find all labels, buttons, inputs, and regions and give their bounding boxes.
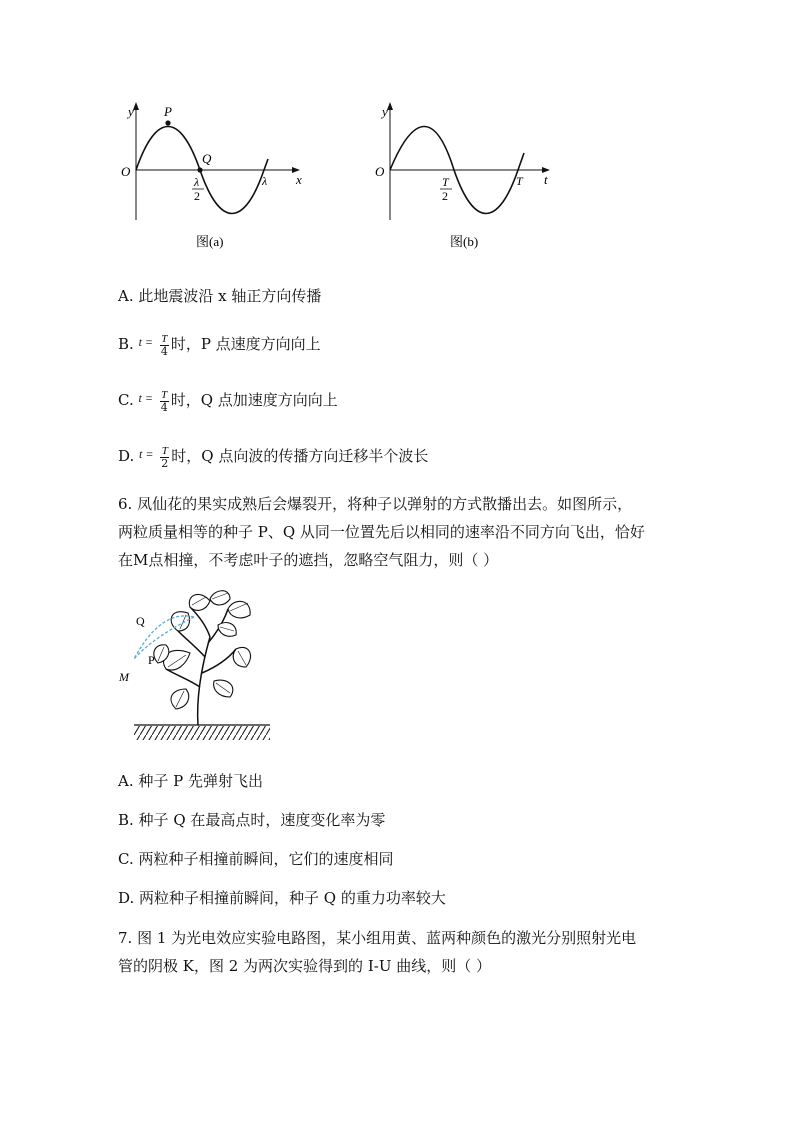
figure-a-caption: 图(a) (196, 234, 224, 249)
q5-option-a: A. 此地震波沿 x 轴正方向传播 (118, 287, 322, 305)
point-q-label: Q (202, 151, 212, 166)
wave-figure-a (108, 96, 308, 258)
q6-option-d: D. 两粒种子相撞前瞬间，种子 Q 的重力功率较大 (118, 889, 446, 907)
q6-option-b: B. 种子 Q 在最高点时，速度变化率为零 (118, 811, 386, 829)
ground-hatch (134, 726, 270, 740)
q6-stem-line1: 6. 凤仙花的果实成熟后会爆裂开，将种子以弹射的方式散播出去。如图所示， (118, 495, 633, 513)
t-axis-label: t (544, 172, 548, 187)
plant-figure (110, 585, 290, 747)
point-p-dot (165, 120, 170, 125)
tick-half-t-den: 2 (442, 189, 448, 203)
y-axis-label: y (382, 104, 388, 119)
q7-stem-line2: 管的阴极 K，图 2 为两次实验得到的 I-U 曲线，则（ ） (118, 957, 491, 975)
origin-label: O (121, 164, 131, 179)
q5-option-b: B. $^{t =}$ $\frac{T}{4}$ 时，P 点速度方向向上 (118, 332, 321, 358)
seed-q-label: Q (136, 614, 145, 628)
q7-stem-line1: 7. 图 1 为光电效应实验电路图，某小组用黄、蓝两种颜色的激光分别照射光电 (118, 929, 637, 947)
y-axis-label: y (128, 104, 134, 119)
tick-t: T (516, 174, 523, 188)
figure-b-caption: 图(b) (450, 234, 479, 249)
origin-label: O (375, 164, 385, 179)
point-q-dot (197, 167, 202, 172)
tick-half-lambda-den: 2 (194, 189, 200, 203)
tick-half-t-num: T (442, 175, 449, 189)
q5-option-c: C. $^{t =}$ $\frac{T}{4}$ 时，Q 点加速度方向向上 (118, 388, 338, 414)
tick-lambda: λ (262, 174, 268, 188)
x-axis-label: x (296, 172, 302, 187)
q6-stem-line3: 在M点相撞，不考虑叶子的遮挡，忽略空气阻力，则（ ） (118, 551, 499, 569)
tick-half-lambda-num: λ (194, 175, 200, 189)
q6-option-a: A. 种子 P 先弹射飞出 (118, 772, 263, 790)
point-m-label: M (119, 670, 129, 684)
seed-p-label: P (148, 653, 155, 667)
wave-figure-b (362, 96, 562, 258)
q6-option-c: C. 两粒种子相撞前瞬间，它们的速度相同 (118, 850, 394, 868)
point-p-label: P (164, 104, 172, 119)
q6-stem-line2: 两粒质量相等的种子 P、Q 从同一位置先后以相同的速率沿不同方向飞出，恰好 (118, 523, 645, 541)
q5-option-d: D. $^{t =}$ $\frac{T}{2}$ 时，Q 点向波的传播方向迁移半个波长 (118, 444, 429, 470)
